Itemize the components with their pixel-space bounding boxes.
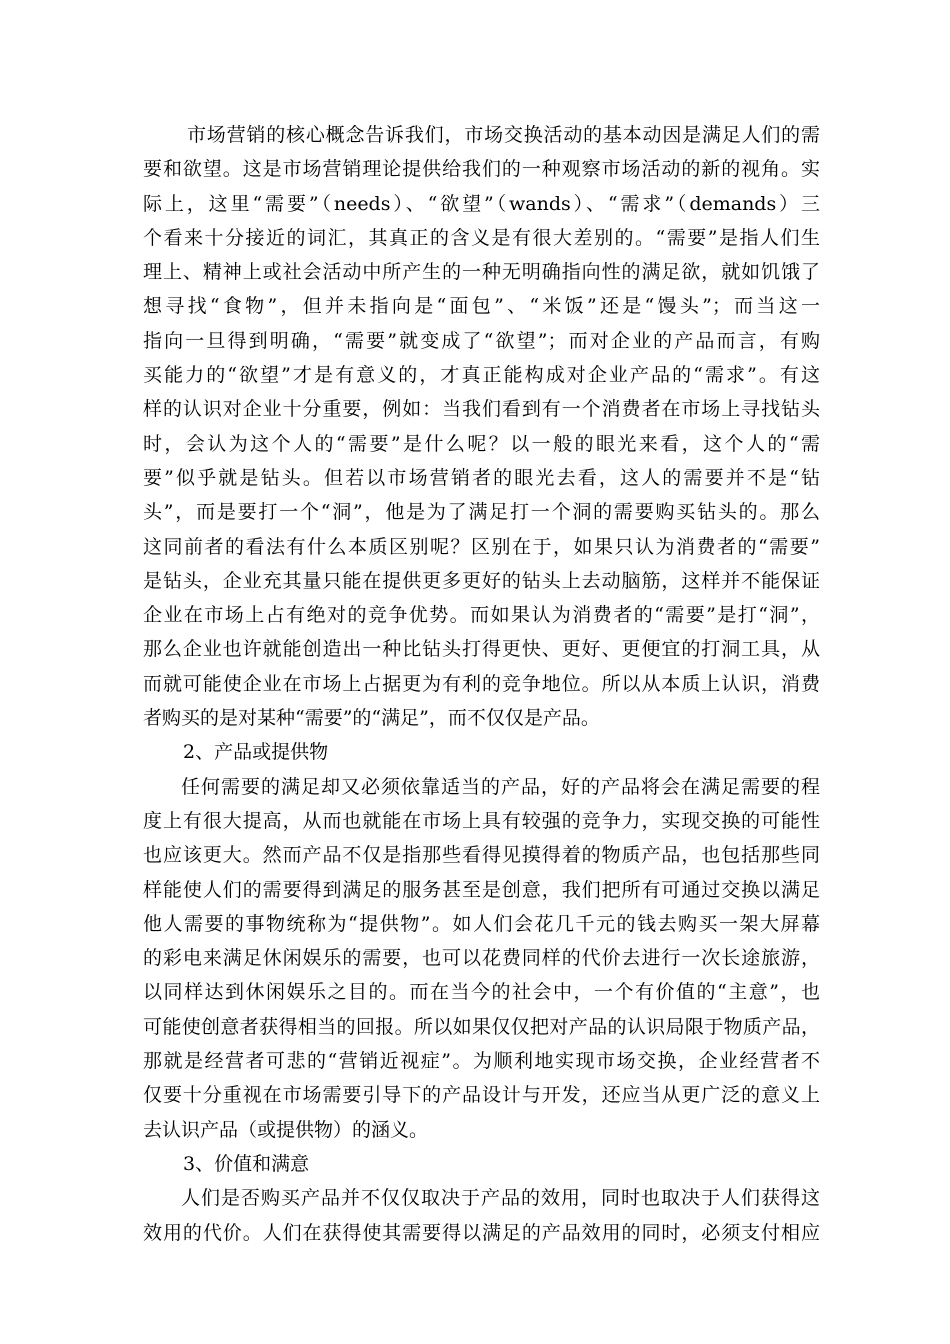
document-page [143,118,820,1250]
paragraph-line: 是钻头，企业充其量只能在提供更多更好的钻头上去动脑筋，这样并不能保证 [143,569,820,592]
paragraph-line: 头”，而是要打一个“洞”，他是为了满足打一个洞的需要购买钻头的。那么 [143,501,820,524]
paragraph-line: 企业在市场上占有绝对的竞争优势。而如果认为消费者的“需要”是打“洞”， [143,604,820,627]
paragraph-line: 而就可能使企业在市场上占据更为有利的竞争地位。所以从本质上认识，消费 [143,672,820,695]
paragraph-line: 仅要十分重视在市场需要引导下的产品设计与开发，还应当从更广泛的意义上 [143,1084,820,1107]
paragraph-line: 去认识产品（或提供物）的涵义。 [143,1118,429,1141]
paragraph-line: 想寻找“食物”，但并未指向是“面包”、“米饭”还是“馒头”；而当这一 [143,295,820,318]
paragraph-product-offering [143,770,820,1147]
paragraph-line: 也应该更大。然而产品不仅是指那些看得见摸得着的物质产品，也包括那些同 [143,844,820,867]
paragraph-line: 者购买的是对某种“需要”的“满足”，而不仅仅是产品。 [143,707,600,730]
paragraph-line: 样能使人们的需要得到满足的服务甚至是创意，我们把所有可通过交换以满足 [143,878,820,901]
paragraph-line: 个看来十分接近的词汇，其真正的含义是有很大差别的。“需要”是指人们生 [143,226,820,249]
paragraph-line: 市场营销的核心概念告诉我们，市场交换活动的基本动因是满足人们的需 [187,124,820,146]
paragraph-line: 买能力的“欲望”才是有意义的，才真正能构成对企业产品的“需求”。有这 [143,364,820,387]
paragraph-line: 指向一旦得到明确，“需要”就变成了“欲望”；而对企业的产品而言，有购 [143,329,820,352]
paragraph-value-satisfaction [143,1181,820,1250]
paragraph-line: 任何需要的满足却又必须依靠适当的产品，好的产品将会在满足需要的程 [181,775,820,798]
section-heading: 2、产品或提供物 [183,741,329,764]
paragraph-line: 要”似乎就是钻头。但若以市场营销者的眼光去看，这人的需要并不是“钻 [143,466,820,489]
paragraph-line: 那就是经营者可悲的“营销近视症”。为顺利地实现市场交换，企业经营者不 [143,1050,820,1073]
paragraph-line: 那么企业也许就能创造出一种比钻头打得更快、更好、更便宜的打洞工具，从 [143,638,820,661]
paragraph-line: 可能使创意者获得相当的回报。所以如果仅仅把对产品的认识局限于物质产品， [143,1015,820,1038]
paragraph-line: 样的认识对企业十分重要，例如：当我们看到有一个消费者在市场上寻找钻头 [143,398,820,421]
paragraph-line: 时，会认为这个人的“需要”是什么呢？以一般的眼光来看，这个人的“需 [143,432,820,455]
paragraph-line: 理上、精神上或社会活动中所产生的一种无明确指向性的满足欲，就如饥饿了 [143,261,820,284]
paragraph-line: 际上，这里“需要”（needs）、“欲望”（wands）、“需求”（demands）三 [143,192,820,215]
paragraph-line: 以同样达到休闲娱乐之目的。而在当今的社会中，一个有价值的“主意”，也 [143,981,820,1004]
paragraph-line: 这同前者的看法有什么本质区别呢？区别在于，如果只认为消费者的“需要” [143,535,820,558]
paragraph-line: 效用的代价。人们在获得使其需要得以满足的产品效用的同时，必须支付相应 [143,1221,820,1244]
paragraph-line: 的彩电来满足休闲娱乐的需要，也可以花费同样的代价去进行一次长途旅游， [143,947,820,970]
paragraph-line: 要和欲望。这是市场营销理论提供给我们的一种观察市场活动的新的视角。实 [143,158,820,181]
paragraph-line: 他人需要的事物统称为“提供物”。如人们会花几千元的钱去购买一架大屏幕 [143,912,820,935]
paragraph-line: 人们是否购买产品并不仅仅取决于产品的效用，同时也取决于人们获得这 [181,1187,820,1210]
paragraph-line: 度上有很大提高，从而也就能在市场上具有较强的竞争力，实现交换的可能性 [143,809,820,832]
paragraph-needs-wants [143,118,820,735]
section-heading: 3、价值和满意 [183,1152,310,1175]
